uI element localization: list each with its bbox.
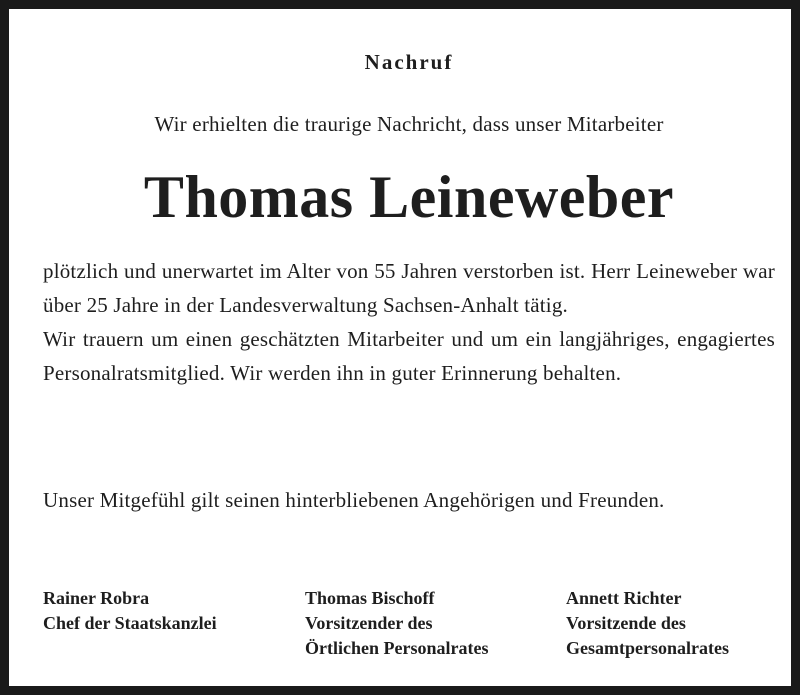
signer-robra — [43, 586, 217, 636]
signer-richter — [566, 586, 729, 661]
obituary-body — [43, 254, 775, 390]
signer-name: Rainer Robra — [43, 588, 150, 608]
condolence-text: Unser Mitgefühl gilt seinen hinterbliebenen Angehörigen und Freunden. — [43, 488, 665, 512]
signer-title-line: Gesamtpersonalrates — [566, 638, 729, 658]
signer-name: Annett Richter — [566, 588, 682, 608]
body-paragraph-2: Wir trauern um einen geschätzten Mitarbeiter und um ein langjähriges, engagiertes Personalratsmitglied. Wir werden ihn in guter Erinnerung behalten. — [43, 327, 775, 385]
signer-title-line: Örtlichen Personalrates — [305, 638, 489, 658]
signer-title-line: Vorsitzende des — [566, 613, 686, 633]
obituary-heading: Nachruf — [364, 50, 454, 74]
body-paragraph-1: plötzlich und unerwartet im Alter von 55 Jahren verstorben ist. Herr Leineweber war über 25 Jahre in der Landesverwaltung Sachsen-Anhalt tätig. — [43, 259, 775, 317]
signer-name: Thomas Bischoff — [305, 588, 435, 608]
deceased-name: Thomas Leineweber — [143, 164, 675, 230]
signer-bischoff — [305, 586, 488, 661]
signer-title-line: Chef der Staatskanzlei — [43, 613, 217, 633]
signer-title-line: Vorsitzender des — [305, 613, 433, 633]
condolence-block — [43, 483, 775, 517]
intro-text: Wir erhielten die traurige Nachricht, dass unser Mitarbeiter — [154, 112, 664, 136]
